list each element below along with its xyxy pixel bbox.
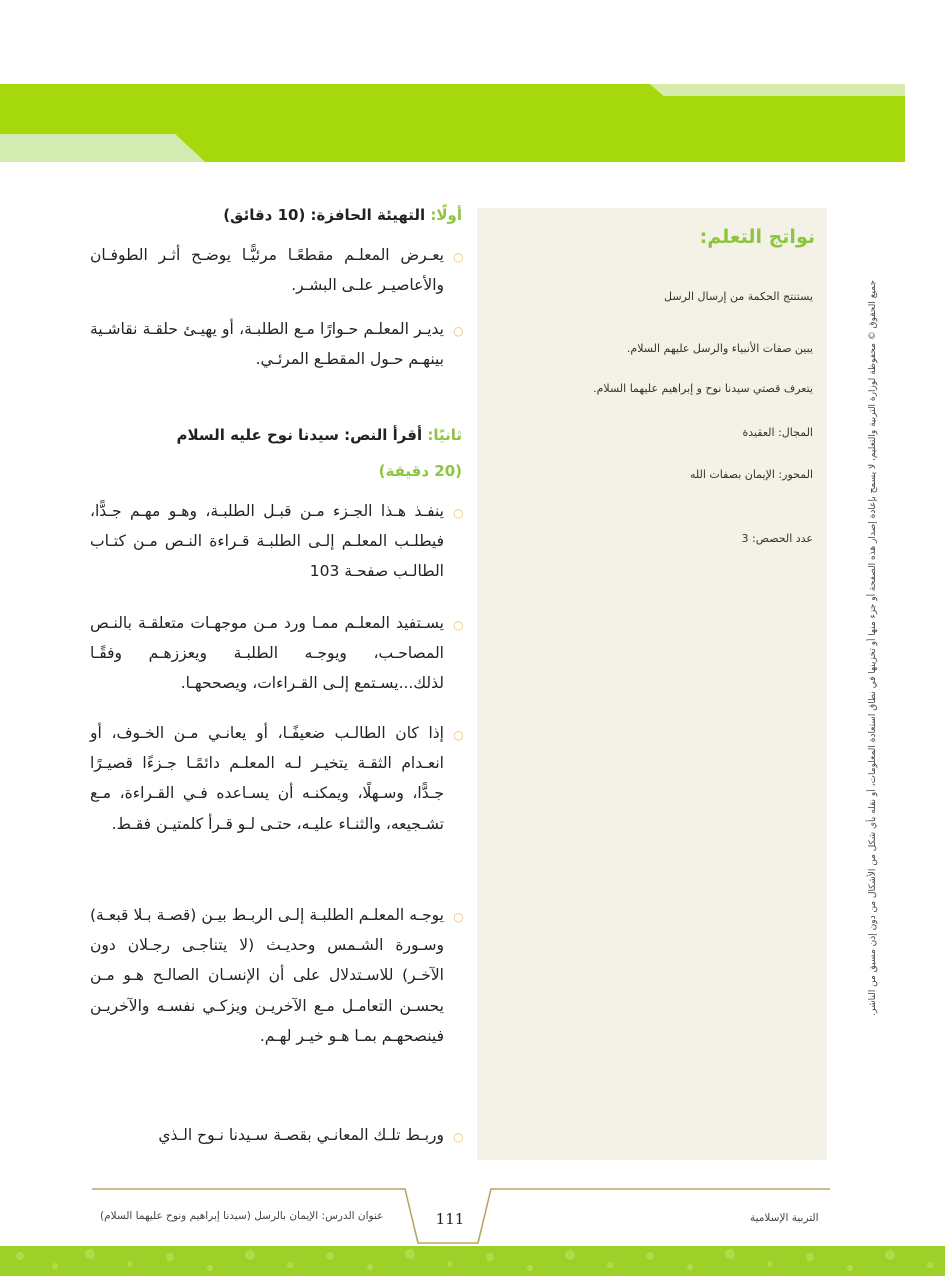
section2-heading: [177, 426, 462, 444]
page-number: 111: [435, 1210, 465, 1228]
bullet-text: ينفـذ هـذا الجـزء مـن قبـل الطلبـة، وهـو مهـم جـدًّا، فيطلـب المعلـم إلـى الطلبـة قـراءة النـص مـن كتـاب الطالـب صفحـة 103: [90, 502, 444, 581]
bullet-text: يسـتفيد المعلـم ممـا ورد مـن موجهـات متعلقـة بالنـص المصاحـب، ويوجـه الطلبـة ويعززهـم وفقًـا لذلك...يسـتمع إلـى القـراءات، ويصححهـا.: [90, 614, 444, 693]
bullet-text: يعـرض المعلـم مقطعًـا مرئيًّـا يوضـح أثـر الطوفـان والأعاصيـر علـى البشـر.: [90, 246, 444, 295]
section2-duration: (20 دقيقة): [378, 462, 462, 480]
section1-label: أولًا:: [430, 206, 462, 224]
footer-strip: [0, 1246, 945, 1276]
axis-label: المحور: الإيمان بصفات الله: [689, 468, 813, 481]
list-item: [90, 496, 466, 587]
section2-title: أقرأ النص: سيدنا نوح عليه السلام: [176, 426, 423, 444]
bullet-icon: ○: [453, 324, 464, 338]
list-item: [90, 608, 466, 699]
subject-label: التربية الإسلامية: [750, 1212, 819, 1224]
bullet-icon: ○: [453, 506, 464, 520]
bullet-icon: ○: [453, 728, 464, 742]
section1-title: التهيئة الحافزة: (10 دقائق): [223, 206, 426, 224]
bullet-text: وربـط تلـك المعانـي بقصـة سـيدنا نـوح الـذي: [158, 1126, 444, 1144]
footer-pattern: [0, 1246, 945, 1276]
bullet-icon: ○: [453, 250, 464, 264]
bullet-text: يوجـه المعلـم الطلبـة إلـى الربـط بيـن (قصـة بـلا قبعـة) وسـورة الشـمس وحديـث (لا يتناجـى رجـلان دون الآخـر) للاسـتدلال على أن الإنسـان الصالـح هـو مـن يحسـن التعامـل مـع الآخريـن ويزكـي نفسـه والآخريـن فينصحهـم بمـا هـو خيـر لهـم.: [90, 906, 444, 1045]
copyright-note: جميع الحقوق © محفوظة لوزارة التربية والتعليم، لا يسمح بإعادة إصدار هذه الصفحة أو جزء منها أو تخزينها في نطاق استعادة المعلومات، أو نقله بأي شكل من الأشكال من دون إذن مسبق من الناشر.: [868, 280, 878, 1016]
periods-label: عدد الحصص: 3: [741, 532, 813, 545]
list-item: [90, 900, 466, 1051]
lesson-title: عنوان الدرس: الإيمان بالرسل (سيدنا إبراهيم ونوح عليهما السلام): [100, 1210, 384, 1222]
objective-item: يستنتج الحكمة من إرسال الرسل: [664, 290, 813, 303]
domain-label: المجال: العقيدة: [742, 426, 813, 439]
bullet-text: إذا كان الطالـب ضعيفًـا، أو يعانـي مـن الخـوف، أو انعـدام الثقـة يتخيـر لـه المعلـم دائمًـا جـزءًا قصيـرًا جـدًّا، وسـهلًا، ويمكنـه أن يسـاعده فـي القـراءة، مـع تشـجيعه، والثنـاء عليـه، حتـى لـو قـرأ كلمتيـن فقـط.: [90, 724, 444, 833]
section2-label: ثانيًا:: [427, 426, 462, 444]
bullet-text: يديـر المعلـم حـوارًا مـع الطلبـة، أو يهيـئ حلقـة نقاشـية بينهـم حـول المقطـع المرئـي.: [90, 320, 444, 369]
bullet-icon: ○: [453, 618, 464, 632]
list-item: [90, 1120, 466, 1150]
list-item: [90, 314, 466, 374]
list-item: [90, 718, 466, 839]
objective-item: يتعرف قصتي سيدنا نوح و إبراهيم عليهما السلام.: [593, 382, 813, 395]
header-banner: [0, 0, 945, 170]
bullet-icon: ○: [453, 910, 464, 924]
section1-heading: [223, 206, 462, 224]
learning-outcomes-panel: [477, 208, 827, 1160]
bullet-icon: ○: [453, 1130, 464, 1144]
learning-outcomes-title: نواتج التعلم:: [699, 226, 815, 248]
objective-item: يبين صفات الأنبياء والرسل عليهم السلام.: [626, 342, 813, 355]
list-item: [90, 240, 466, 300]
